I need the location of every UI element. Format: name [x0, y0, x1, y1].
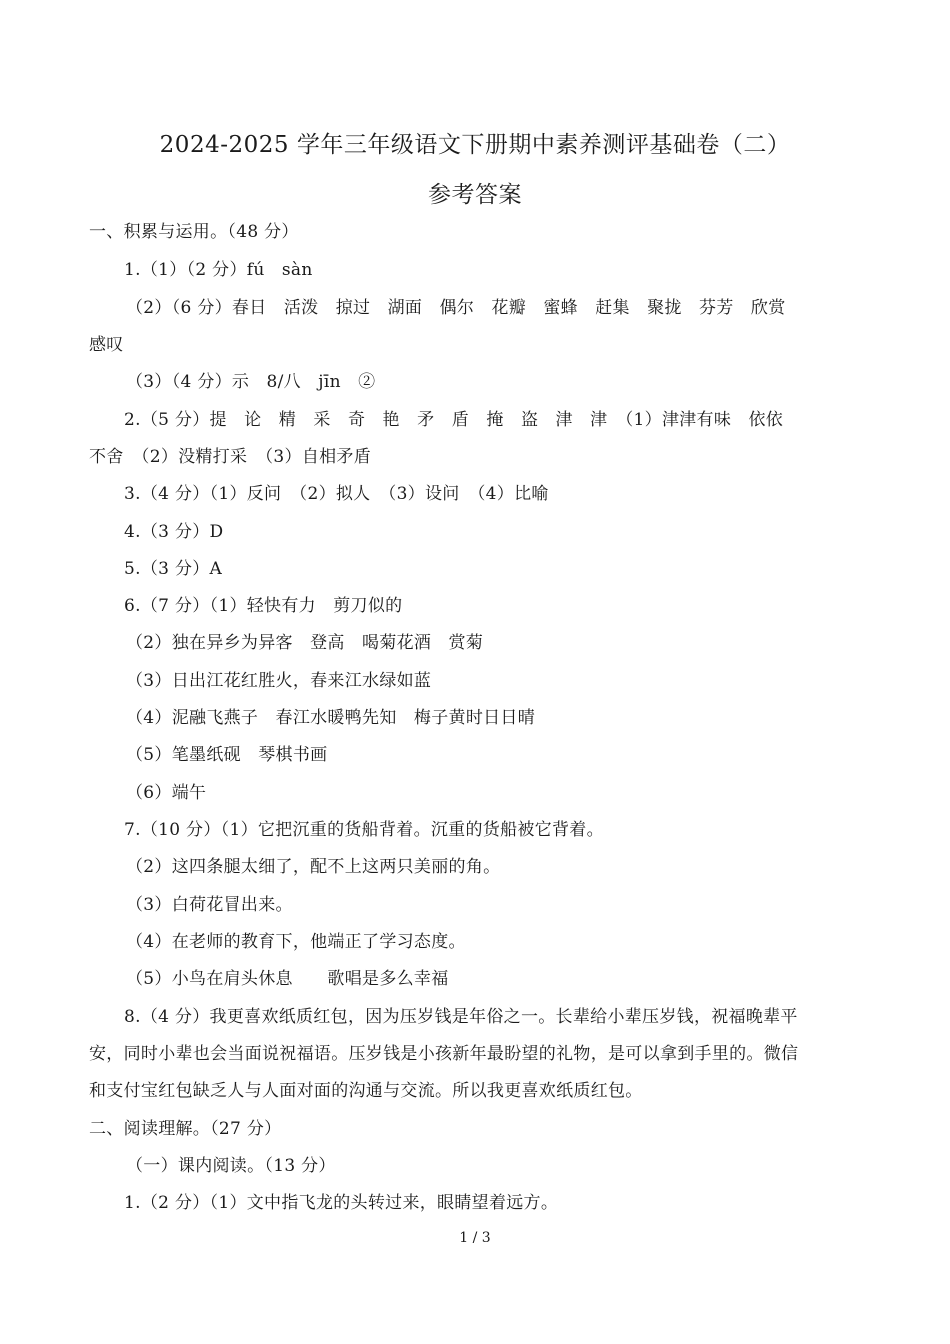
- answer-line: （5）小鸟在肩头休息 歌唱是多么幸福: [126, 969, 449, 989]
- answer-line: （4）泥融飞燕子 春江水暖鸭先知 梅子黄时日日晴: [126, 708, 536, 728]
- answer-line: （2）这四条腿太细了，配不上这两只美丽的角。: [126, 857, 501, 877]
- answer-line: 不舍 （2）没精打采 （3）自相矛盾: [89, 447, 372, 467]
- answer-line: （3）日出江花红胜火，春来江水绿如蓝: [126, 671, 432, 691]
- subsection-heading: （一）课内阅读。（13 分）: [126, 1156, 336, 1176]
- answer-line: （5）笔墨纸砚 琴棋书画: [126, 745, 328, 765]
- page-number: 1 / 3: [459, 1230, 491, 1246]
- answer-line: （6）端午: [126, 783, 207, 803]
- answer-line: （2）（6 分）春日 活泼 掠过 湖面 偶尔 花瓣 蜜蜂 赶集 聚拢 芬芳 欣赏: [126, 298, 786, 318]
- answer-line: （3）（4 分）示 8/八 jīn ②: [126, 372, 376, 392]
- answer-line: 和支付宝红包缺乏人与人面对面的沟通与交流。所以我更喜欢纸质红包。: [89, 1081, 643, 1101]
- answer-line: 2.（5 分）提 论 精 采 奇 艳 矛 盾 掩 盗 津 津 （1）津津有味 依依: [124, 410, 784, 430]
- section-heading: 二、阅读理解。（27 分）: [89, 1119, 282, 1139]
- answer-line: 7.（10 分）（1）它把沉重的货船背着。沉重的货船被它背着。: [124, 820, 604, 840]
- answer-line: （3）白荷花冒出来。: [126, 895, 293, 915]
- section-heading: 一、积累与运用。（48 分）: [89, 222, 299, 242]
- answer-line: 感叹: [89, 335, 124, 355]
- answer-line: 4.（3 分）D: [124, 522, 224, 542]
- answer-line: （4）在老师的教育下，他端正了学习态度。: [126, 932, 466, 952]
- document-title: 2024-2025 学年三年级语文下册期中素养测评基础卷（二）: [159, 132, 791, 158]
- answer-line: 3.（4 分）（1）反问 （2）拟人 （3）设问 （4）比喻: [124, 484, 549, 504]
- answer-line: 5.（3 分）A: [124, 559, 223, 579]
- answer-line: 1.（1）（2 分）fú sàn: [124, 260, 313, 280]
- answer-line: （2）独在异乡为异客 登高 喝菊花酒 赏菊: [126, 633, 484, 653]
- answer-line: 6.（7 分）（1）轻快有力 剪刀似的: [124, 596, 403, 616]
- answer-line: 安，同时小辈也会当面说祝福语。压岁钱是小孩新年最盼望的礼物，是可以拿到手里的。微信: [89, 1044, 799, 1064]
- answer-line: 8.（4 分）我更喜欢纸质红包，因为压岁钱是年俗之一。长辈给小辈压岁钱，祝福晚辈平: [124, 1007, 798, 1027]
- answer-line: 1.（2 分）（1）文中指飞龙的头转过来，眼睛望着远方。: [124, 1193, 559, 1213]
- document-subtitle: 参考答案: [428, 182, 522, 208]
